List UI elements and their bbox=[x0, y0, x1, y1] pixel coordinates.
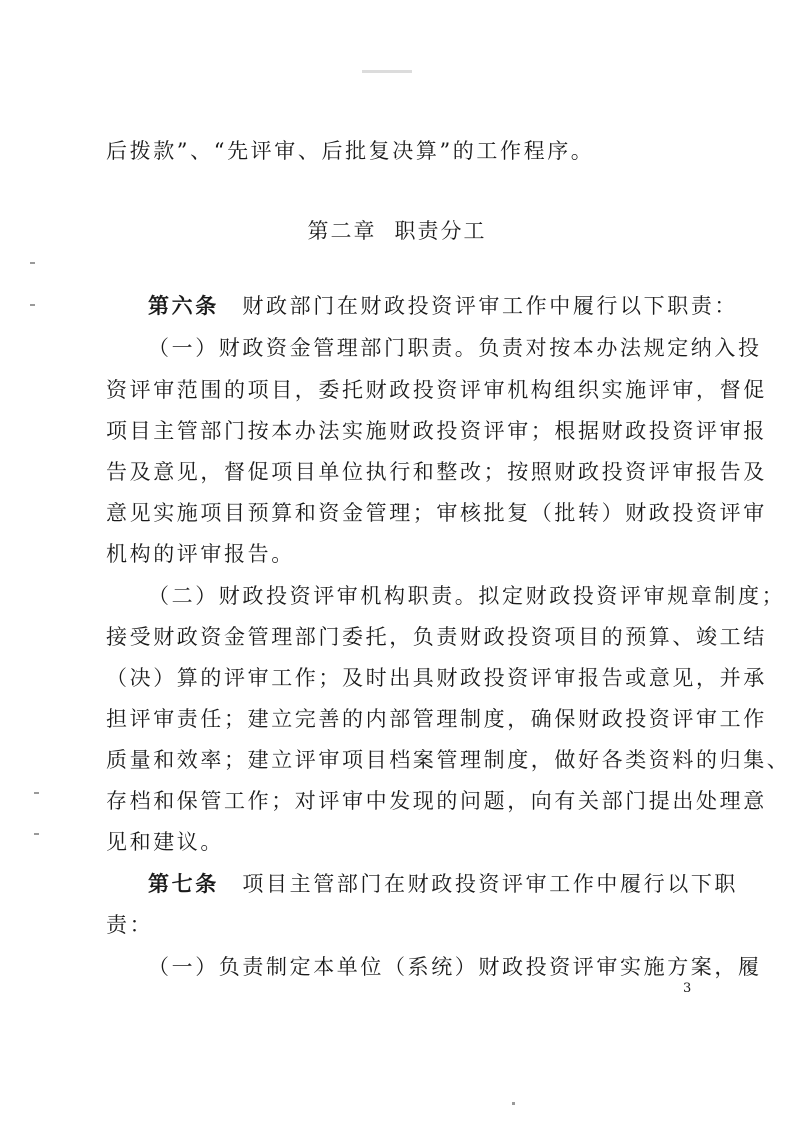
article-6-text: 财政部门在财政投资评审工作中履行以下职责： bbox=[242, 294, 739, 318]
chapter-number: 第二章 bbox=[307, 219, 377, 243]
item1-line: 资评审范围的项目，委托财政投资评审机构组织实施评审，督促 bbox=[106, 378, 767, 402]
scan-speck bbox=[34, 792, 39, 794]
item2-line: 存档和保管工作；对评审中发现的问题，向有关部门提出处理意 bbox=[106, 789, 767, 813]
item3-line: （一）负责制定本单位（系统）财政投资评审实施方案，履 bbox=[148, 955, 762, 979]
item2-line: （决）算的评审工作；及时出具财政投资评审报告或意见，并承 bbox=[106, 666, 767, 690]
article-7 bbox=[148, 869, 739, 899]
item1-line: 告及意见，督促项目单位执行和整改；按照财政投资评审报告及 bbox=[106, 460, 767, 484]
item1-line: 项目主管部门按本办法实施财政投资评审；根据财政投资评审报 bbox=[106, 419, 767, 443]
item2-line: 质量和效率；建立评审项目档案管理制度，做好各类资料的归集、 bbox=[106, 748, 791, 772]
article-7-label: 第七条 bbox=[148, 872, 219, 896]
item1-line: 意见实施项目预算和资金管理；审核批复（批转）财政投资评审 bbox=[106, 501, 767, 525]
item2-line: 见和建议。 bbox=[106, 830, 224, 854]
item2-line: 接受财政资金管理部门委托，负责财政投资项目的预算、竣工结 bbox=[106, 625, 767, 649]
chapter-title: 职责分工 bbox=[394, 219, 487, 243]
top-line: 后拨款”、“先评审、后批复决算”的工作程序。 bbox=[106, 139, 595, 163]
article-7-continuation: 责： bbox=[106, 913, 154, 937]
item1-line: 机构的评审报告。 bbox=[106, 542, 295, 566]
item2-line: （二）财政投资评审机构职责。拟定财政投资评审规章制度； bbox=[148, 584, 786, 608]
scan-speck bbox=[30, 262, 35, 264]
chapter-heading bbox=[0, 216, 794, 246]
scan-speck bbox=[34, 833, 39, 835]
page-number: 3 bbox=[683, 981, 692, 996]
article-6-label: 第六条 bbox=[148, 294, 219, 318]
item1-line: （一）财政资金管理部门职责。负责对按本办法规定纳入投 bbox=[148, 336, 762, 360]
scan-artifact bbox=[362, 70, 412, 73]
scan-speck bbox=[512, 1102, 515, 1105]
article-7-text: 项目主管部门在财政投资评审工作中履行以下职 bbox=[242, 872, 739, 896]
scan-speck bbox=[30, 304, 35, 306]
article-6 bbox=[148, 291, 739, 321]
item2-line: 担评审责任；建立完善的内部管理制度，确保财政投资评审工作 bbox=[106, 707, 767, 731]
